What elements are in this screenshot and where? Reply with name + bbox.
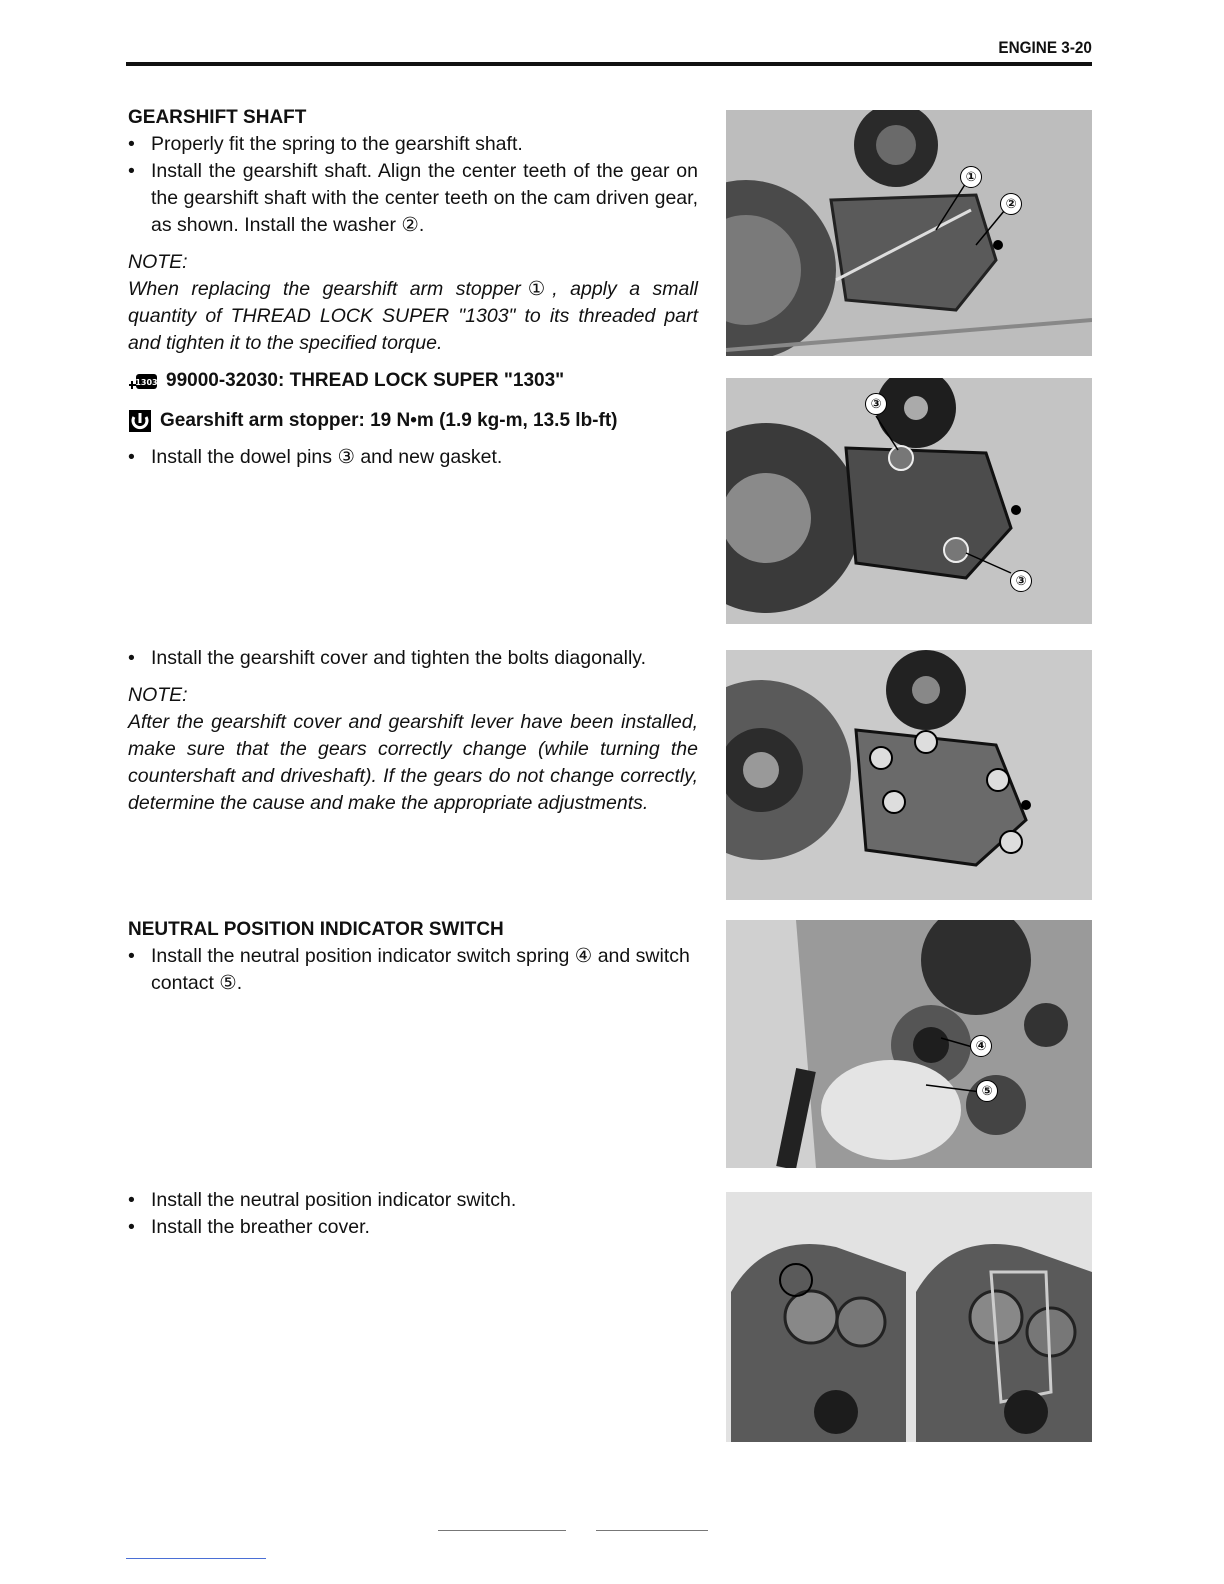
footer-link-underline <box>126 1558 266 1559</box>
engine-case-image <box>726 920 1092 1168</box>
callout-3: ③ <box>865 393 887 415</box>
section-heading: GEARSHIFT SHAFT <box>128 107 307 128</box>
list-item <box>128 645 698 672</box>
callout-4: ④ <box>970 1035 992 1057</box>
page-header-title: ENGINE 3-20 <box>998 38 1092 57</box>
callout-2: ② <box>1000 193 1022 215</box>
bullet-icon: • <box>128 1189 135 1211</box>
list-item-text: Install the breather cover. <box>151 1216 370 1238</box>
engine-case-image <box>726 1192 1092 1442</box>
threadlock-spec <box>128 367 698 394</box>
photo-dowel-pins <box>726 378 1092 624</box>
list-item <box>128 1187 698 1214</box>
bullet-icon: • <box>128 647 135 669</box>
bullet-icon: • <box>128 446 135 468</box>
bullet-icon: • <box>128 160 135 182</box>
section-gearshift-shaft <box>128 104 698 471</box>
list-item-text: Install the dowel pins ③ and new gasket. <box>151 446 503 468</box>
list-item-text: Properly fit the spring to the gearshift shaft. <box>151 133 523 155</box>
bullet-icon: • <box>128 945 135 967</box>
engine-case-image <box>726 110 1092 356</box>
section-breather-cover <box>128 1187 698 1241</box>
bullet-icon: • <box>128 133 135 155</box>
list-item-text: Install the gearshift shaft. Align the center teeth of the gear on the gearshift shaft with the center teeth on the cam driven gear, as shown. Install the washer ②. <box>151 160 698 236</box>
footer-mark <box>438 1530 566 1531</box>
photo-gearshift-shaft <box>726 110 1092 356</box>
note-label: NOTE: <box>128 251 188 273</box>
list-item-text: Install the neutral position indicator switch. <box>151 1189 517 1211</box>
list-item-text: Install the gearshift cover and tighten the bolts diagonally. <box>151 647 647 669</box>
thread-lock-icon <box>128 371 158 391</box>
torque-spec-text: Gearshift arm stopper: 19 N•m (1.9 kg-m, 13.5 lb-ft) <box>160 410 618 431</box>
callout-1: ① <box>960 166 982 188</box>
photo-gearshift-cover <box>726 650 1092 900</box>
engine-case-image <box>726 650 1092 900</box>
list-item <box>128 444 698 471</box>
note-text: After the gearshift cover and gearshift lever have been installed, make sure that the gears correctly change (while turning the countershaft and driveshaft). If the gears do not change correctly, determine the cause and make the appropriate adjustments. <box>128 711 698 814</box>
footer-mark <box>596 1530 708 1531</box>
torque-spec <box>128 407 698 434</box>
photo-neutral-switch <box>726 920 1092 1168</box>
bullet-icon: • <box>128 1216 135 1238</box>
list-item <box>128 131 698 158</box>
header-rule <box>126 62 1092 66</box>
engine-case-image <box>726 378 1092 624</box>
section-gearshift-cover <box>128 645 698 817</box>
section-heading: NEUTRAL POSITION INDICATOR SWITCH <box>128 919 504 940</box>
photo-breather-cover <box>726 1192 1092 1442</box>
section-neutral-switch <box>128 916 698 997</box>
list-item-text: Install the neutral position indicator switch spring ④ and switch contact ⑤. <box>151 945 690 994</box>
threadlock-spec-text: 99000-32030: THREAD LOCK SUPER "1303" <box>166 370 565 391</box>
thread-lock-badge-text: 1303 <box>135 377 158 387</box>
list-item <box>128 158 698 239</box>
list-item <box>128 1214 698 1241</box>
callout-3: ③ <box>1010 570 1032 592</box>
note-label: NOTE: <box>128 684 188 706</box>
callout-5: ⑤ <box>976 1080 998 1102</box>
note-text: When replacing the gearshift arm stopper①, apply a small quantity of THREAD LOCK SUPER "1303" to its threaded part and tighten it to the specified torque. <box>128 278 698 354</box>
torque-wrench-icon <box>128 409 152 433</box>
list-item <box>128 943 698 997</box>
